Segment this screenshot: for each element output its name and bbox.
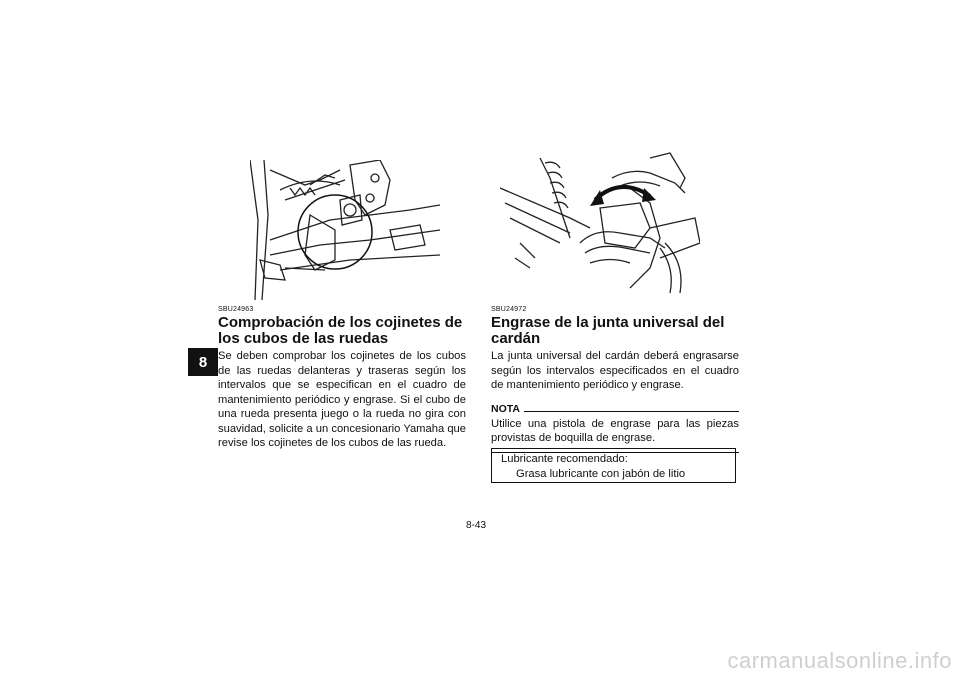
hub-bearings-section (218, 306, 466, 451)
lubricant-label: Lubricante recomendado: (501, 453, 628, 465)
nota-text: Utilice una pistola de engrase para las piezas provistas de boquilla de engrase. (491, 417, 739, 444)
universal-joint-section (491, 306, 739, 453)
lubricant-box (491, 448, 736, 483)
section-heading: Engrase de la junta universal del cardán (491, 314, 725, 347)
section-body: Se deben comprobar los cojinetes de los cubos de las ruedas delanteras y traseras según los intervalos que se especifican en el cuadro de mantenimiento periódico y engrase. Si el cubo de una rueda presenta juego o la rueda no gira con suavidad, solicite a un concesionario Yamaha que revise los cojinetes de los cubos de las rueda. (218, 350, 466, 449)
section-tab: 8 (188, 348, 218, 376)
universal-joint-illustration (500, 148, 700, 298)
nota-divider (524, 411, 739, 412)
lubricant-value: Grasa lubricante con jabón de litio (516, 467, 686, 480)
nota-label: NOTA (491, 402, 520, 415)
section-heading: Comprobación de los cojinetes de los cubos de las ruedas (218, 314, 463, 347)
page-number: 8-43 (466, 520, 487, 531)
nota-header (491, 403, 739, 415)
section-code: SBU24972 (491, 306, 527, 313)
wheel-hub-illustration (250, 160, 440, 300)
watermark: carmanualsonline.info (727, 648, 952, 673)
section-body: La junta universal del cardán deberá engrasarse según los intervalos especificados en el cuadro de mantenimiento periódico y engrase. (491, 350, 739, 391)
section-code: SBU24963 (218, 306, 254, 313)
